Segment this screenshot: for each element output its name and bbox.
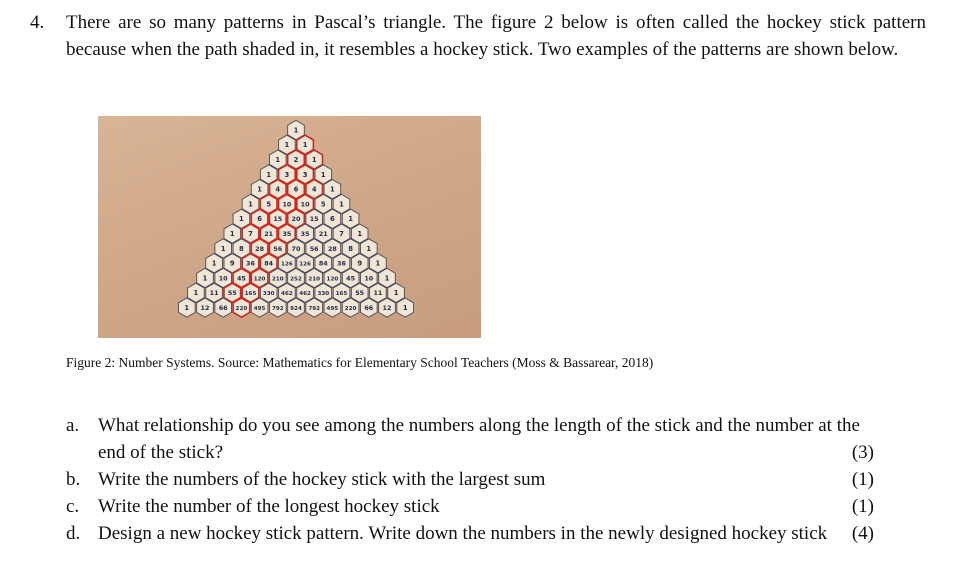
pascal-cell-value: 1	[375, 259, 381, 268]
pascal-cell-value: 220	[235, 306, 248, 312]
pascal-cell-value: 70	[291, 244, 301, 253]
part-a-text: What relationship do you see among the numbers along the length of the stick and the number at the end of the stick?	[98, 415, 860, 463]
pascal-cell-value: 11	[209, 289, 219, 298]
pascal-cell-value: 1	[402, 304, 408, 312]
pascal-cell-value: 9	[357, 259, 363, 268]
pascal-cell-highlighted	[233, 298, 250, 317]
part-b	[66, 466, 886, 493]
pascal-cell-value: 36	[246, 259, 255, 268]
pascal-cell-value: 6	[330, 215, 335, 224]
pascal-cell-value: 66	[364, 304, 374, 312]
pascal-cell-value: 462	[299, 291, 311, 298]
pascal-cell-value: 1	[248, 200, 253, 209]
pascal-cell-value: 495	[326, 306, 339, 312]
pascal-cell-value: 1	[311, 156, 317, 164]
pascal-cell-value: 5	[266, 200, 272, 209]
pascal-cell-value: 1	[220, 244, 226, 253]
part-c	[66, 493, 886, 520]
pascal-cell-value: 210	[271, 276, 284, 283]
pascal-cell-value: 20	[291, 215, 301, 224]
pascal-cell-value: 1	[366, 244, 372, 253]
part-c-text: Write the number of the longest hockey stick	[98, 496, 440, 517]
pascal-cell-value: 330	[317, 291, 330, 298]
pascal-cell-value: 10	[300, 200, 310, 209]
pascal-cell-value: 12	[200, 304, 210, 312]
pascal-cell-value: 45	[236, 274, 246, 283]
pascal-cell-value: 126	[299, 261, 311, 268]
pascal-cell-value: 35	[300, 230, 310, 238]
pascal-cell-value: 9	[229, 259, 235, 268]
pascal-cell-value: 55	[227, 289, 237, 298]
pascal-cell-value: 84	[318, 259, 328, 268]
pascal-cell-value: 12	[382, 304, 392, 312]
pascal-cell-value: 462	[281, 291, 293, 298]
pascal-cell-value: 8	[348, 244, 353, 253]
pascal-cell-value: 55	[355, 289, 365, 298]
pascal-cell	[197, 298, 214, 317]
figure-caption: Figure 2: Number Systems. Source: Mathematics for Elementary School Teachers (Moss & Bassarear, 2018)	[66, 355, 654, 370]
pascal-cell-value: 1	[302, 141, 308, 150]
pascal-cell-value: 66	[218, 304, 228, 312]
pascal-cell-value: 7	[339, 230, 344, 238]
pascal-cell-value: 4	[311, 185, 317, 194]
pascal-cell-value: 792	[271, 306, 284, 312]
pascal-cell-value: 36	[337, 259, 346, 268]
pascal-cell	[215, 298, 232, 317]
pascal-cell-value: 6	[257, 215, 262, 224]
pascal-cell-value: 165	[244, 291, 257, 298]
pascal-cell-value: 1	[384, 274, 390, 283]
pascal-cell	[397, 298, 414, 317]
pascal-cell-value: 10	[218, 274, 228, 283]
part-d-marks: (4)	[851, 523, 874, 544]
question-intro: There are so many patterns in Pascal’s triangle. The figure 2 below is often called the hockey stick pattern because when the path shaded in, it resembles a hockey stick. Two examples of the patterns are shown below.	[66, 12, 926, 60]
pascal-cell-value: 28	[255, 244, 265, 253]
pascal-cell-value: 56	[309, 244, 319, 253]
pascal-cell-value: 120	[326, 276, 339, 283]
pascal-cell-value: 1	[284, 141, 290, 150]
pascal-cell-value: 1	[275, 156, 281, 164]
pascal-cell-value: 35	[282, 230, 292, 238]
pascal-cell-value: 1	[266, 170, 272, 179]
pascal-cell	[288, 298, 305, 317]
pascal-cell-value: 1	[257, 185, 262, 194]
pascal-cell	[379, 298, 396, 317]
question-parts	[66, 412, 886, 547]
pascal-cell-value: 1	[330, 185, 335, 194]
part-a-marks: (3)	[851, 442, 874, 463]
pascal-cell-value: 8	[239, 244, 244, 253]
pascal-cell	[360, 298, 377, 317]
pascal-cell-value: 1	[293, 126, 299, 135]
part-b-marks: (1)	[851, 469, 874, 490]
pascal-cell	[342, 298, 359, 317]
part-c-label: c.	[66, 496, 80, 517]
pascal-cell-value: 1	[202, 274, 208, 283]
pascal-cell-value: 10	[364, 274, 374, 283]
pascal-cell-value: 165	[335, 291, 348, 298]
pascal-cell-value: 15	[273, 215, 283, 224]
pascal-cell	[251, 298, 268, 317]
pascal-cell-value: 210	[308, 276, 321, 283]
pascal-cell-value: 330	[262, 291, 275, 298]
pascal-cell-value: 21	[318, 230, 328, 238]
pascal-cell-value: 924	[290, 306, 302, 312]
pascal-cell	[306, 298, 323, 317]
pascal-cell-value: 252	[290, 276, 302, 283]
pascal-cell-value: 1	[320, 170, 326, 179]
part-b-label: b.	[66, 469, 81, 490]
pascal-triangle-svg	[98, 116, 481, 338]
pascal-cell-value: 1	[239, 215, 244, 224]
pascal-cell-value: 6	[293, 185, 299, 194]
pascal-cell-value: 10	[282, 200, 292, 209]
pascal-cell-value: 1	[184, 304, 190, 312]
part-d	[66, 520, 886, 547]
pascal-triangle-figure	[98, 116, 481, 338]
pascal-cell-value: 1	[393, 289, 399, 298]
pascal-cell-value: 120	[253, 276, 266, 283]
part-a-label: a.	[66, 415, 80, 436]
question-number: 4.	[30, 12, 45, 33]
part-a	[66, 412, 886, 466]
pascal-cell-value: 1	[339, 200, 344, 209]
pascal-cell-value: 1	[229, 230, 235, 238]
pascal-cell-value: 1	[357, 230, 363, 238]
pascal-cell-value: 56	[273, 244, 283, 253]
pascal-cell-value: 45	[346, 274, 356, 283]
pascal-cell-value: 1	[193, 289, 199, 298]
pascal-cell-value: 11	[373, 289, 383, 298]
pascal-cell	[324, 298, 341, 317]
part-b-text: Write the numbers of the hockey stick with the largest sum	[98, 469, 546, 490]
pascal-cell-value: 2	[293, 156, 299, 164]
part-c-marks: (1)	[851, 496, 874, 517]
pascal-cell-value: 84	[264, 259, 274, 268]
part-d-label: d.	[66, 523, 81, 544]
pascal-cell-value: 792	[308, 306, 321, 312]
pascal-cell-value: 28	[327, 244, 337, 253]
pascal-cell-value: 1	[348, 215, 353, 224]
pascal-cell-value: 220	[344, 306, 357, 312]
pascal-cell-value: 5	[320, 200, 326, 209]
pascal-cell-value: 495	[253, 306, 266, 312]
pascal-cell-value: 7	[248, 230, 253, 238]
pascal-cell-value: 1	[211, 259, 217, 268]
pascal-cell-value: 3	[284, 170, 290, 179]
pascal-cell-value: 21	[264, 230, 274, 238]
part-d-text: Design a new hockey stick pattern. Write down the numbers in the newly designed hockey stick	[98, 523, 828, 544]
pascal-cell-value: 126	[281, 261, 293, 268]
pascal-cell-value: 3	[302, 170, 308, 179]
pascal-cell	[269, 298, 286, 317]
pascal-cell	[178, 298, 195, 317]
pascal-cell-value: 4	[275, 185, 281, 194]
pascal-cell-value: 15	[309, 215, 319, 224]
